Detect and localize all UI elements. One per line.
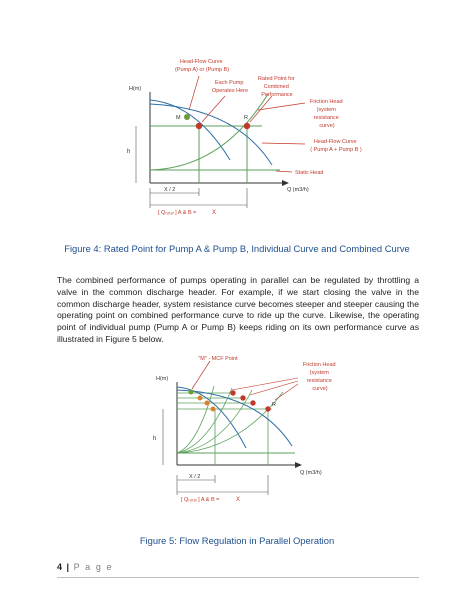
figure-5-caption: Figure 5: Flow Regulation in Parallel Operation <box>139 535 335 546</box>
fig5-callout-friction-2 <box>250 381 298 395</box>
fig4-label-rated-point: Rated Point for Combined Performance <box>257 76 295 98</box>
footer-separator: | <box>66 562 70 572</box>
fig5-xaxis-label: Q (m3/h) <box>300 470 322 476</box>
fig5-h-label: h <box>153 436 157 442</box>
fig4-m-label: M <box>176 115 181 121</box>
fig5-point-r <box>265 406 270 411</box>
fig4-label-each-pump: Each Pump Operates Here <box>211 80 249 94</box>
footer-rule <box>57 577 419 578</box>
fig4-x-label: X <box>212 210 217 216</box>
fig5-r-label: R <box>272 402 276 408</box>
page-footer <box>57 562 113 572</box>
fig5-callout-mcf <box>192 361 210 389</box>
fig5-point-orange-3 <box>211 407 216 412</box>
page-number: 4 <box>57 562 63 572</box>
fig4-qtotal-label: [ Qₜₒₜₐₗ ] A & B = <box>158 210 197 216</box>
fig4-label-combined-curve: Head-Flow Curve ( Pump A + Pump B ) <box>310 139 362 153</box>
fig5-point-orange-2 <box>205 401 210 406</box>
fig4-label-head-flow-a-b: Head-Flow Curve (Pump A) or (Pump B) <box>174 59 230 73</box>
fig5-point-red-3 <box>250 400 255 405</box>
fig5-point-mcf <box>189 390 194 395</box>
fig5-point-orange-1 <box>198 396 203 401</box>
body-paragraph: The combined performance of pumps operating in parallel can be regulated by throttling a valve in the common discharge header. For example, if we start closing the valve in the common discharge header, system resistance curve becomes steeper and steeper causing the operating point on combined performance curve to ride up the curve. Likewise, the operating point of individual pump (Pump A or Pump B) keeps riding on its own performance curve as illustrated in Figure 5 below. <box>57 275 419 344</box>
figure-4-caption: Figure 4: Rated Point for Pump A & Pump B, Individual Curve and Combined Curve <box>64 243 410 254</box>
fig5-yaxis-label: H(m) <box>156 376 169 382</box>
fig4-r-label: R <box>244 115 248 121</box>
fig5-label-friction-head: Friction Head (system resistance curve) <box>302 362 336 392</box>
fig4-xaxis-label: Q (m3/h) <box>287 187 309 193</box>
fig5-xhalf-label: X / 2 <box>189 474 201 480</box>
fig4-xhalf-label: X / 2 <box>164 187 176 193</box>
fig5-friction-curve-1 <box>177 386 214 453</box>
fig4-h-label: h <box>127 149 131 155</box>
fig5-x-label: X <box>236 497 241 503</box>
fig4-yaxis-label: H(m) <box>129 86 142 92</box>
fig5-point-red-1 <box>230 390 235 395</box>
fig5-mcf-label: "M" - MCF Point <box>198 356 238 362</box>
fig4-label-static-head: Static Head <box>295 170 324 176</box>
fig5-point-red-2 <box>240 395 245 400</box>
page-label: P a g e <box>73 562 114 572</box>
fig4-label-friction-head: Friction Head (system resistance curve) <box>309 99 343 129</box>
fig5-x-axis-arrow <box>295 462 302 468</box>
fig5-qtotal-label: [ Qₜₒₜₐₗ ] A & B = <box>181 497 220 503</box>
